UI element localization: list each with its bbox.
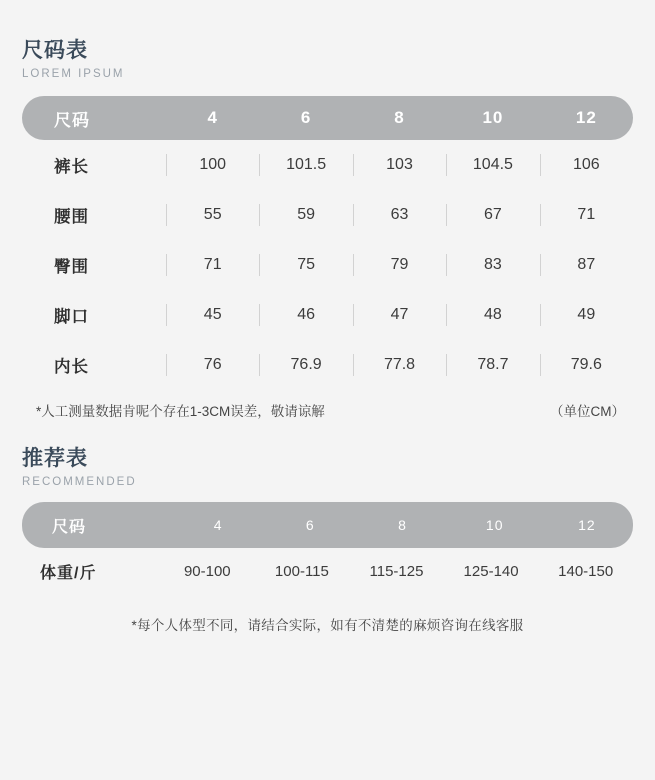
row-value: 104.5 (446, 156, 539, 174)
row-value: 115-125 (369, 562, 424, 580)
table-row (22, 190, 633, 240)
row-value: 100-115 (274, 562, 329, 580)
row-value: 45 (166, 306, 259, 324)
row-value: 100 (166, 156, 259, 174)
row-value: 71 (540, 206, 633, 224)
recommend-heading (22, 446, 633, 488)
recommend-note: *每个人体型不同，请结合实际，如有不清楚的麻烦咨询在线客服 (131, 618, 524, 634)
row-value: 59 (259, 206, 352, 224)
recommend-table (22, 502, 633, 594)
table-row (22, 548, 633, 594)
size-chart-header-label: 尺码 (54, 110, 90, 130)
size-chart-header-size-12: 12 (575, 108, 597, 128)
size-chart-header-size-8: 8 (394, 108, 405, 128)
row-value: 75 (259, 256, 352, 274)
row-value: 67 (446, 206, 539, 224)
row-value: 78.7 (446, 356, 539, 374)
row-value: 87 (540, 256, 633, 274)
row-value: 55 (166, 206, 259, 224)
row-value: 90-100 (183, 562, 231, 580)
row-label: 裤长 (54, 158, 89, 177)
size-chart-header-size-4: 4 (207, 108, 218, 128)
unit-note: （单位CM） (550, 404, 625, 420)
row-value: 79 (353, 256, 446, 274)
recommend-header-row (22, 502, 633, 548)
measurement-note: *人工测量数据肯呢个存在1-3CM误差，敬请谅解 (36, 404, 325, 420)
recommend-header-size-10: 10 (485, 517, 504, 534)
top-spacer (22, 0, 633, 38)
section-spacer (22, 420, 633, 446)
size-chart-header-size-10: 10 (482, 108, 504, 128)
table-row (22, 290, 633, 340)
row-value: 49 (540, 306, 633, 324)
recommend-header-size-4: 4 (213, 517, 223, 534)
size-chart-heading (22, 38, 633, 80)
row-label: 体重/斤 (40, 564, 97, 582)
table-row (22, 140, 633, 190)
row-value: 79.6 (540, 356, 633, 374)
recommend-header-size-8: 8 (398, 517, 407, 534)
row-label: 臀围 (54, 258, 89, 277)
size-chart-header-size-6: 6 (300, 108, 312, 128)
row-value: 76.9 (259, 356, 352, 374)
recommend-header-size-6: 6 (305, 517, 315, 534)
size-chart-header-row (22, 96, 633, 140)
recommend-title: 推荐表 (22, 447, 88, 471)
recommend-subtitle: RECOMMENDED (22, 476, 137, 489)
row-value: 106 (540, 156, 633, 174)
row-value: 77.8 (353, 356, 446, 374)
size-chart-note-row (22, 400, 633, 420)
row-value: 83 (446, 256, 539, 274)
row-value: 63 (353, 206, 446, 224)
recommend-header-size-12: 12 (578, 517, 596, 534)
row-value: 46 (259, 306, 352, 324)
row-value: 103 (353, 156, 446, 174)
table-row (22, 240, 633, 290)
row-value: 125-140 (463, 562, 519, 580)
row-value: 47 (353, 306, 446, 324)
row-label: 腰围 (54, 208, 89, 227)
row-label: 脚口 (54, 308, 89, 327)
row-value: 76 (166, 356, 259, 374)
row-value: 48 (446, 306, 539, 324)
size-chart-subtitle: LOREM IPSUM (22, 68, 125, 81)
table-row (22, 340, 633, 390)
row-value: 101.5 (259, 156, 352, 174)
row-value: 140-150 (558, 562, 614, 580)
size-chart-table (22, 96, 633, 390)
recommend-header-label: 尺码 (52, 518, 87, 536)
size-chart-title: 尺码表 (22, 39, 88, 62)
row-value: 71 (166, 256, 259, 274)
row-label: 内长 (54, 358, 89, 377)
